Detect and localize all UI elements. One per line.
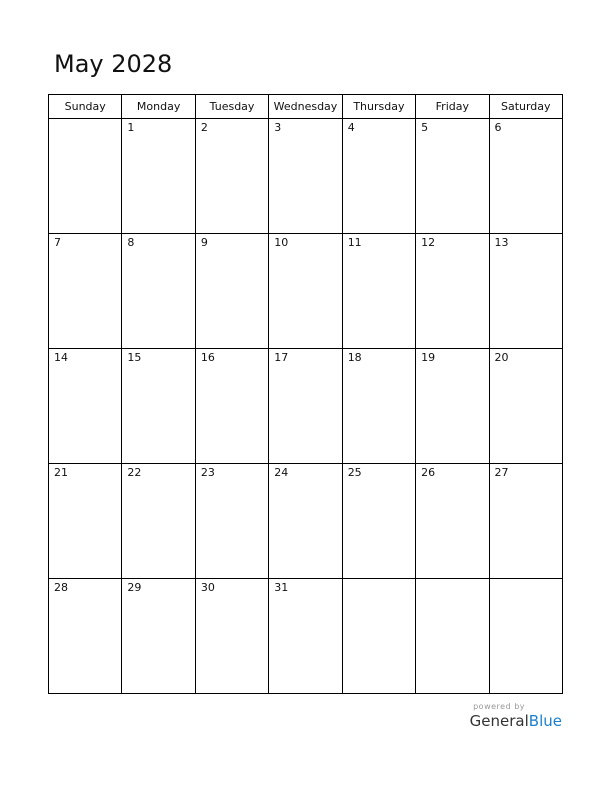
day-cell bbox=[269, 349, 342, 464]
day-cell bbox=[195, 349, 268, 464]
day-cell bbox=[49, 349, 122, 464]
day-number: 17 bbox=[274, 351, 289, 364]
day-cell bbox=[195, 579, 268, 694]
day-number: 19 bbox=[421, 351, 436, 364]
weekday-friday: Friday bbox=[416, 95, 489, 119]
weekday-monday: Monday bbox=[122, 95, 195, 119]
day-number: 29 bbox=[127, 581, 142, 594]
day-number bbox=[49, 119, 121, 122]
day-number: 1 bbox=[127, 121, 135, 134]
day-number: 9 bbox=[200, 236, 208, 249]
day-cell bbox=[49, 579, 122, 694]
brand-name-blue: Blue bbox=[528, 712, 562, 730]
day-number: 8 bbox=[127, 236, 135, 249]
week-row bbox=[49, 579, 563, 694]
day-number: 18 bbox=[347, 351, 362, 364]
day-number: 11 bbox=[347, 236, 362, 249]
day-number: 12 bbox=[421, 236, 436, 249]
day-number: 24 bbox=[274, 466, 289, 479]
day-cell bbox=[122, 579, 195, 694]
powered-by-text: powered by bbox=[473, 702, 525, 711]
day-number: 26 bbox=[421, 466, 436, 479]
calendar-body bbox=[49, 119, 563, 694]
day-cell bbox=[122, 464, 195, 579]
week-row bbox=[49, 464, 563, 579]
day-number: 22 bbox=[127, 466, 142, 479]
day-cell bbox=[269, 464, 342, 579]
day-number: 4 bbox=[347, 121, 355, 134]
day-number: 13 bbox=[494, 236, 509, 249]
day-cell bbox=[489, 579, 562, 694]
day-cell bbox=[122, 349, 195, 464]
day-number bbox=[490, 579, 562, 582]
footer-branding bbox=[470, 702, 562, 730]
brand-name-general: General bbox=[469, 712, 529, 730]
week-row bbox=[49, 119, 563, 234]
day-cell bbox=[122, 234, 195, 349]
day-cell bbox=[416, 234, 489, 349]
day-cell bbox=[489, 349, 562, 464]
day-cell bbox=[342, 464, 415, 579]
day-number: 28 bbox=[54, 581, 68, 594]
day-number: 2 bbox=[200, 121, 208, 134]
day-number: 10 bbox=[274, 236, 289, 249]
day-number: 31 bbox=[274, 581, 289, 594]
weekday-saturday: Saturday bbox=[489, 95, 562, 119]
week-row bbox=[49, 234, 563, 349]
day-number: 16 bbox=[200, 351, 215, 364]
day-number bbox=[343, 579, 415, 582]
calendar-title: May 2028 bbox=[54, 50, 173, 78]
day-cell bbox=[49, 234, 122, 349]
day-cell bbox=[49, 464, 122, 579]
day-cell bbox=[489, 464, 562, 579]
day-cell bbox=[122, 119, 195, 234]
day-number bbox=[416, 579, 488, 582]
day-number: 7 bbox=[54, 236, 61, 249]
day-number: 27 bbox=[494, 466, 509, 479]
day-number: 5 bbox=[421, 121, 429, 134]
day-number: 3 bbox=[274, 121, 282, 134]
day-cell bbox=[195, 464, 268, 579]
day-cell bbox=[342, 234, 415, 349]
day-cell bbox=[416, 464, 489, 579]
day-cell bbox=[269, 579, 342, 694]
day-cell bbox=[49, 119, 122, 234]
day-cell bbox=[342, 119, 415, 234]
day-cell bbox=[269, 119, 342, 234]
day-number: 30 bbox=[200, 581, 215, 594]
day-cell bbox=[342, 579, 415, 694]
weekday-sunday: Sunday bbox=[49, 95, 122, 119]
day-cell bbox=[489, 234, 562, 349]
day-number: 20 bbox=[494, 351, 509, 364]
day-cell bbox=[195, 234, 268, 349]
day-number: 14 bbox=[54, 351, 68, 364]
weekday-wednesday: Wednesday bbox=[269, 95, 342, 119]
day-number: 25 bbox=[347, 466, 362, 479]
calendar-grid bbox=[48, 94, 563, 694]
day-cell bbox=[416, 579, 489, 694]
day-cell bbox=[489, 119, 562, 234]
day-cell bbox=[416, 119, 489, 234]
weekday-tuesday: Tuesday bbox=[195, 95, 268, 119]
day-cell bbox=[269, 234, 342, 349]
day-number: 6 bbox=[494, 121, 502, 134]
weekday-thursday: Thursday bbox=[342, 95, 415, 119]
week-row bbox=[49, 349, 563, 464]
weekday-header-row bbox=[49, 95, 563, 119]
day-cell bbox=[416, 349, 489, 464]
day-number: 23 bbox=[200, 466, 215, 479]
day-cell bbox=[195, 119, 268, 234]
day-cell bbox=[342, 349, 415, 464]
brand-logo bbox=[470, 712, 562, 730]
day-number: 15 bbox=[127, 351, 142, 364]
day-number: 21 bbox=[54, 466, 68, 479]
